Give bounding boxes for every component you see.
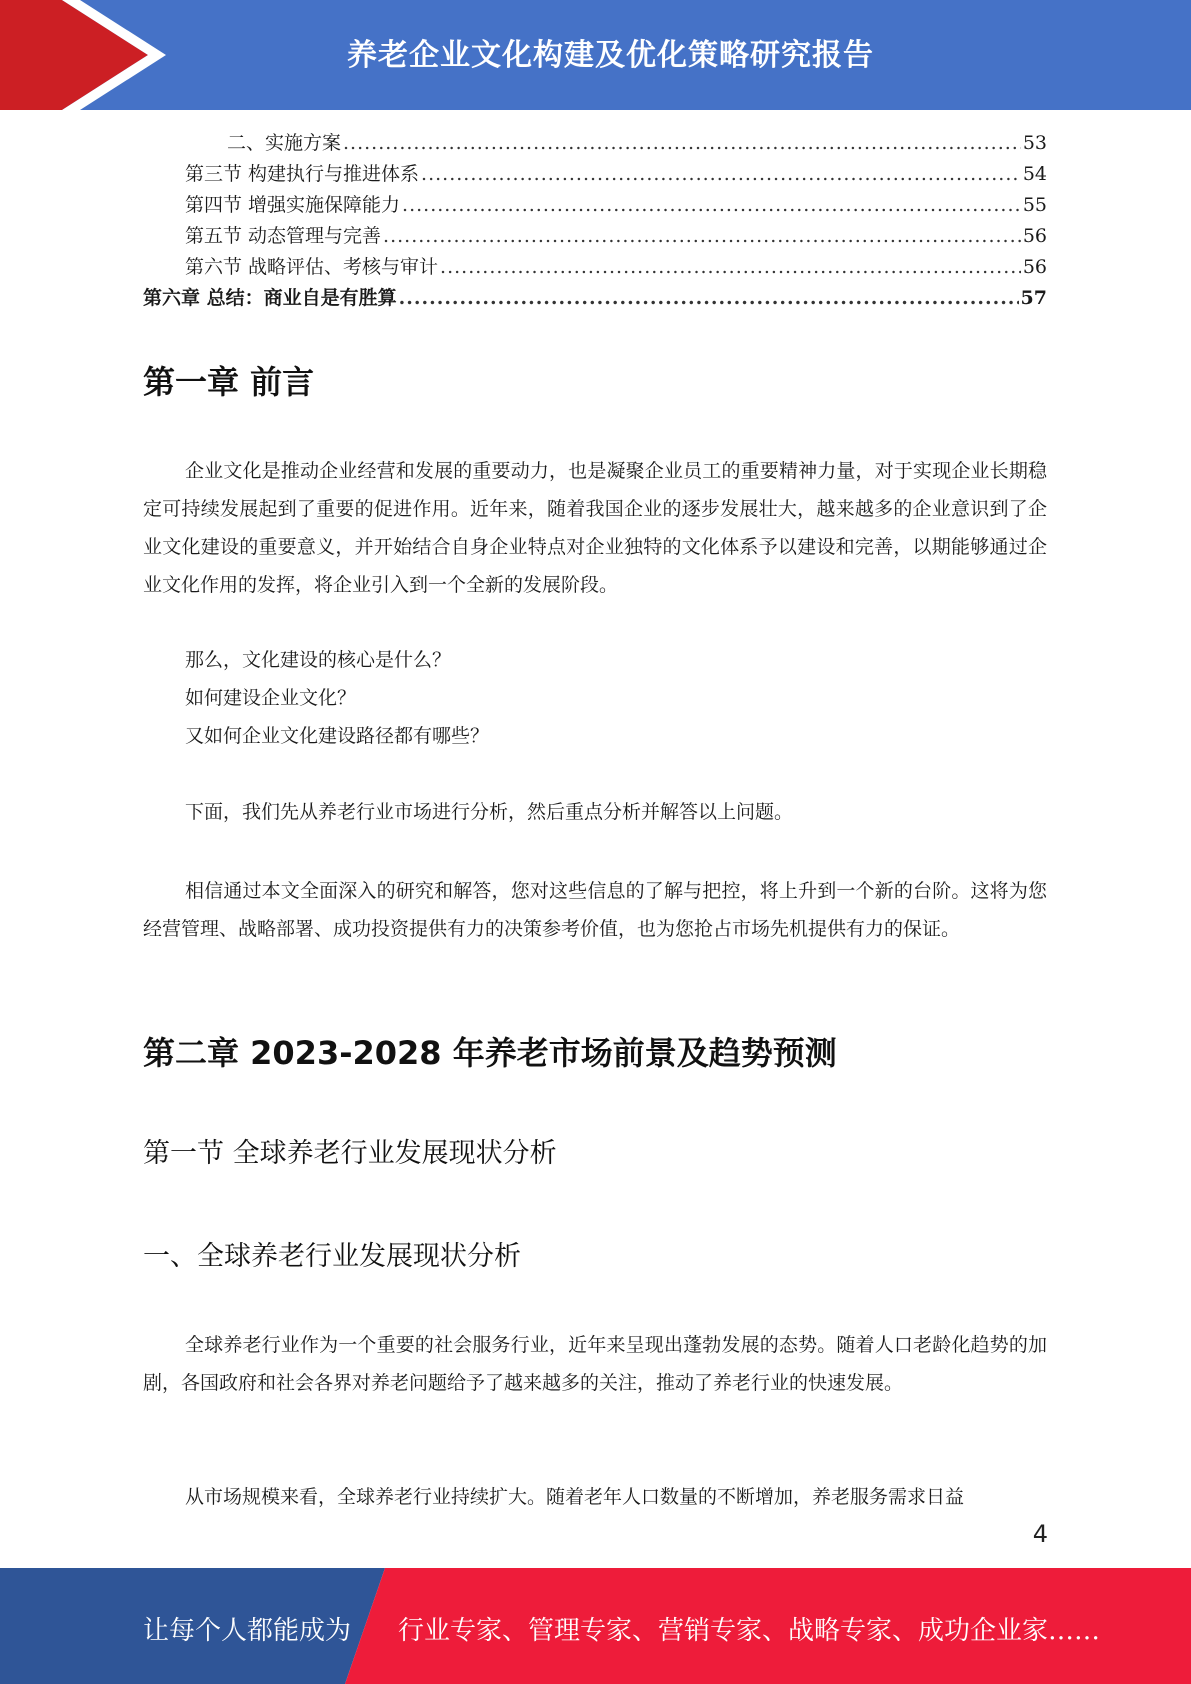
toc-entry-page: 54 [1022, 163, 1047, 185]
toc-entry-label: 第五节 动态管理与完善 [185, 225, 382, 247]
question-line: 那么，文化建设的核心是什么？ [185, 649, 452, 671]
toc-entry-label: 二、实施方案 [227, 132, 342, 154]
report-title: 养老企业文化构建及优化策略研究报告 [347, 38, 874, 73]
toc-leader-dots [421, 159, 1021, 190]
toc-entry-page: 53 [1022, 132, 1047, 154]
toc-entry[interactable] [143, 221, 1047, 252]
toc-entry-page: 55 [1022, 194, 1047, 216]
toc-entry[interactable] [143, 128, 1047, 159]
toc-entry-label: 第三节 构建执行与推进体系 [185, 163, 420, 185]
toc-leader-dots [383, 221, 1021, 252]
chapter-1-heading: 第一章 前言 [143, 363, 315, 401]
footer-slogan-right: 行业专家、管理专家、营销专家、战略专家、成功企业家…… [398, 1616, 1101, 1646]
toc-entry-page: 56 [1022, 256, 1047, 278]
toc-entry-label: 第六节 战略评估、考核与审计 [185, 256, 439, 278]
toc-leader-dots [402, 190, 1021, 221]
toc-leader-dots [399, 283, 1019, 314]
footer-slogan-left: 让每个人都能成为 [143, 1616, 352, 1646]
chapter-1-paragraph: 相信通过本文全面深入的研究和解答，您对这些信息的了解与把控，将上升到一个新的台阶。这将为您经营管理、战略部署、成功投资提供有力的决策参考价值，也为您抢占市场先机提供有力的保证。 [143, 880, 1047, 940]
toc-entry[interactable] [143, 159, 1047, 190]
page-number: 4 [1032, 1520, 1048, 1548]
question-line: 如何建设企业文化？ [185, 687, 357, 709]
toc-entry-page: 57 [1020, 287, 1047, 309]
chapter-1-paragraph: 下面，我们先从养老行业市场进行分析，然后重点分析并解答以上问题。 [185, 801, 794, 823]
toc-leader-dots [343, 128, 1021, 159]
question-line: 又如何企业文化建设路径都有哪些？ [185, 725, 490, 747]
toc-entry[interactable] [143, 190, 1047, 221]
chapter-1-paragraph: 企业文化是推动企业经营和发展的重要动力，也是凝聚企业员工的重要精神力量，对于实现企业长期稳定可持续发展起到了重要的促进作用。近年来，随着我国企业的逐步发展壮大，越来越多的企业意识到了企业文化建设的重要意义，并开始结合自身企业特点对企业独特的文化体系予以建设和完善，以期能够通过企业文化作用的发挥，将企业引入到一个全新的发展阶段。 [143, 460, 1047, 596]
page-header [0, 0, 1191, 110]
toc-entry-label: 第四节 增强实施保障能力 [185, 194, 401, 216]
chapter-2-paragraph: 全球养老行业作为一个重要的社会服务行业，近年来呈现出蓬勃发展的态势。随着人口老龄化趋势的加剧，各国政府和社会各界对养老问题给予了越来越多的关注，推动了养老行业的快速发展。 [143, 1334, 1047, 1394]
table-of-contents [143, 128, 1047, 314]
page-footer [0, 1568, 1191, 1684]
chapter-2-heading: 第二章 2023-2028 年养老市场前景及趋势预测 [143, 1034, 837, 1072]
toc-entry[interactable] [143, 283, 1047, 314]
section-heading: 第一节 全球养老行业发展现状分析 [143, 1138, 557, 1169]
subsection-heading: 一、全球养老行业发展现状分析 [143, 1241, 521, 1272]
chapter-2-paragraph: 从市场规模来看，全球养老行业持续扩大。随着老年人口数量的不断增加，养老服务需求日益 [185, 1486, 965, 1508]
toc-leader-dots [440, 252, 1021, 283]
toc-entry-page: 56 [1022, 225, 1047, 247]
toc-entry-label: 第六章 总结：商业自是有胜算 [143, 287, 397, 309]
toc-entry[interactable] [143, 252, 1047, 283]
